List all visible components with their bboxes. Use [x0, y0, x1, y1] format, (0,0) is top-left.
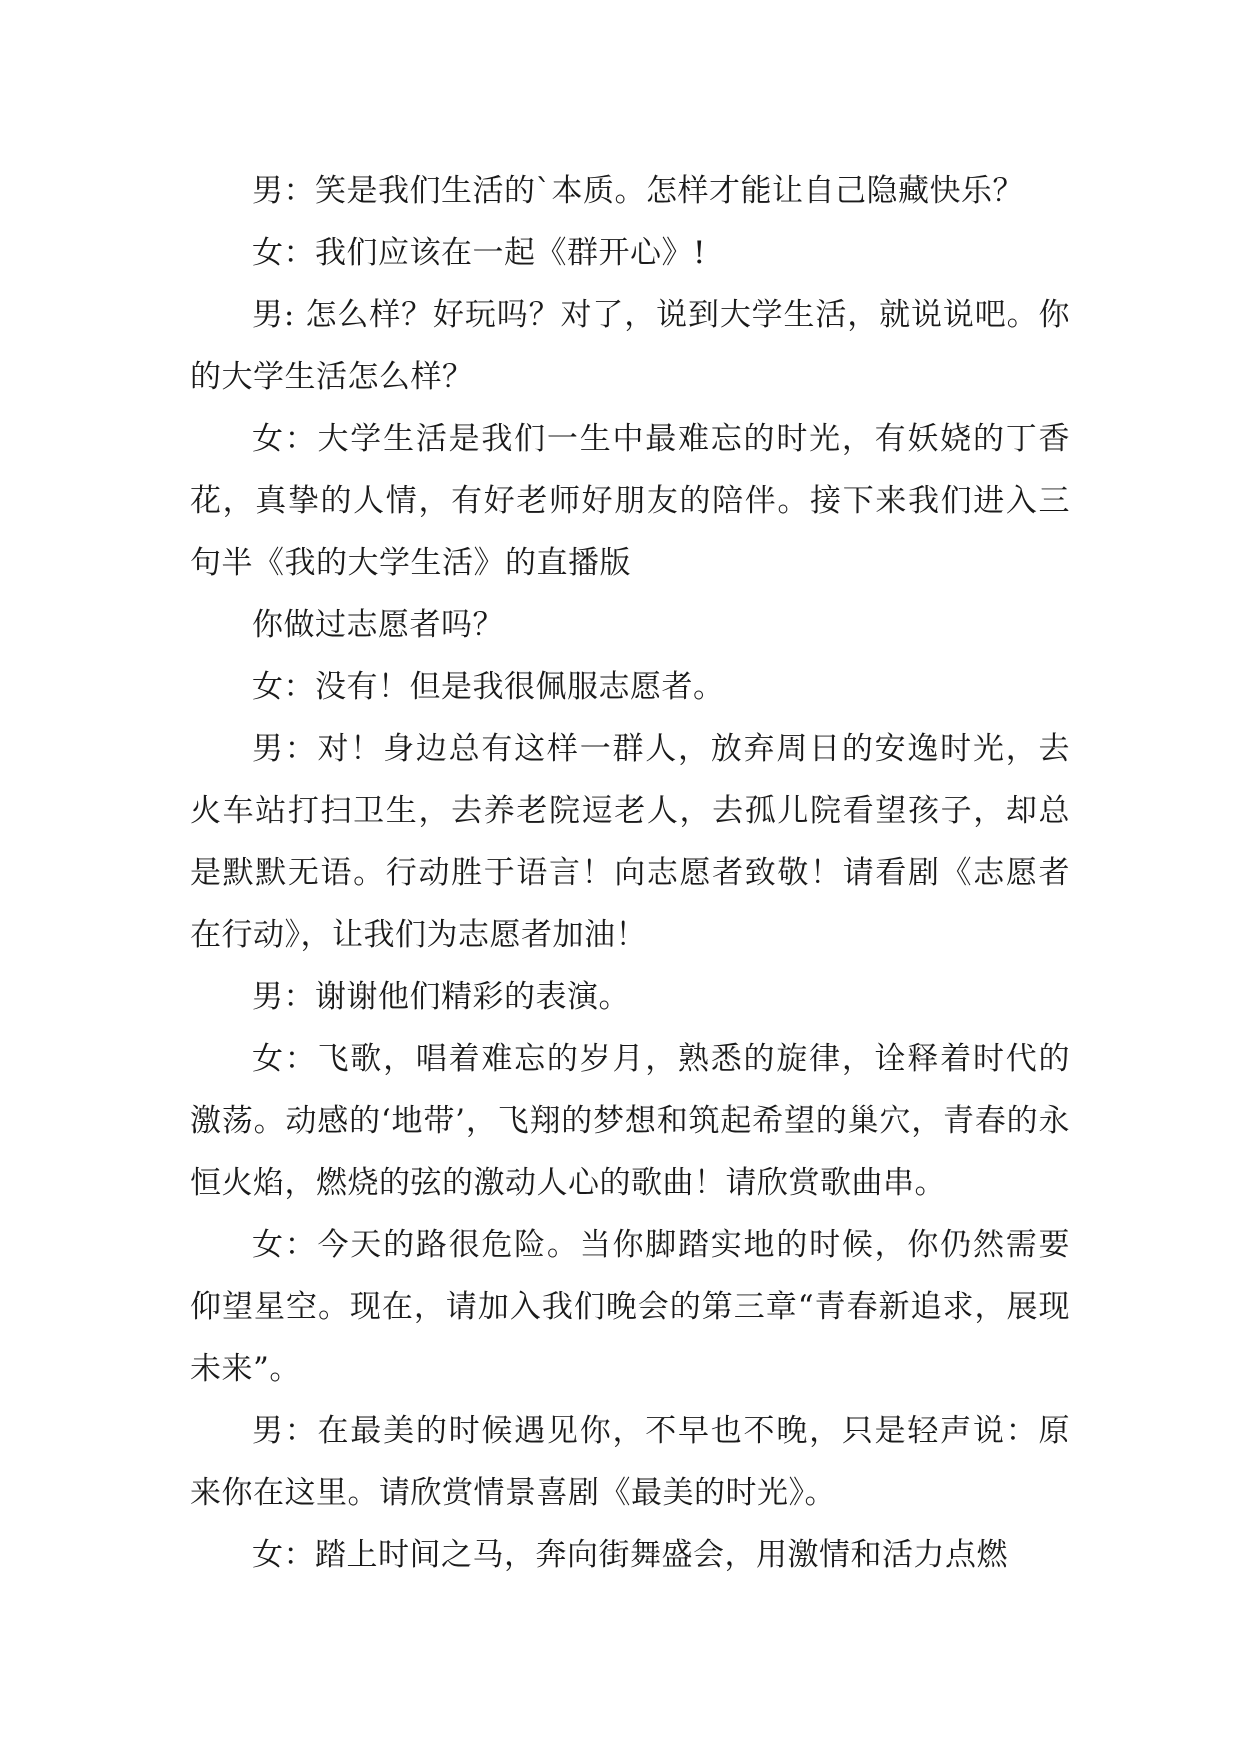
document-body [190, 160, 1070, 1586]
paragraph-10: 女：今天的路很危险。当你脚踏实地的时候，你仍然需要仰望星空。现在，请加入我们晚会的第三章“青春新追求，展现未来”。 [190, 1227, 1070, 1387]
paragraph-12: 女：踏上时间之马，奔向街舞盛会，用激情和活力点燃 [252, 1537, 1008, 1573]
paragraph-4: 女：大学生活是我们一生中最难忘的时光，有妖娆的丁香花，真挚的人情，有好老师好朋友的陪伴。接下来我们进入三句半《我的大学生活》的直播版 [190, 421, 1070, 581]
paragraph-7: 男：对！身边总有这样一群人，放弃周日的安逸时光，去火车站打扫卫生，去养老院逗老人，去孤儿院看望孩子，却总是默默无语。行动胜于语言！向志愿者致敬！请看剧《志愿者在行动》，让我们为志愿者加油！ [190, 731, 1070, 953]
paragraph-11: 男：在最美的时候遇见你，不早也不晚，只是轻声说：原来你在这里。请欣赏情景喜剧《最美的时光》。 [190, 1413, 1070, 1511]
paragraph-5: 你做过志愿者吗？ [252, 607, 504, 643]
paragraph-1: 男：笑是我们生活的`本质。怎样才能让自己隐藏快乐？ [252, 173, 1024, 209]
paragraph-9: 女：飞歌，唱着难忘的岁月，熟悉的旋律，诠释着时代的激荡。动感的‘地带’，飞翔的梦想和筑起希望的巢穴，青春的永恒火焰，燃烧的弦的激动人心的歌曲！请欣赏歌曲串。 [190, 1041, 1070, 1201]
paragraph-3: 男: 怎么样？好玩吗？对了，说到大学生活，就说说吧。你的大学生活怎么样？ [190, 297, 1070, 395]
paragraph-8: 男：谢谢他们精彩的表演。 [252, 979, 630, 1015]
paragraph-2: 女：我们应该在一起《群开心》! [252, 235, 706, 271]
paragraph-6: 女：没有！但是我很佩服志愿者。 [252, 669, 725, 705]
